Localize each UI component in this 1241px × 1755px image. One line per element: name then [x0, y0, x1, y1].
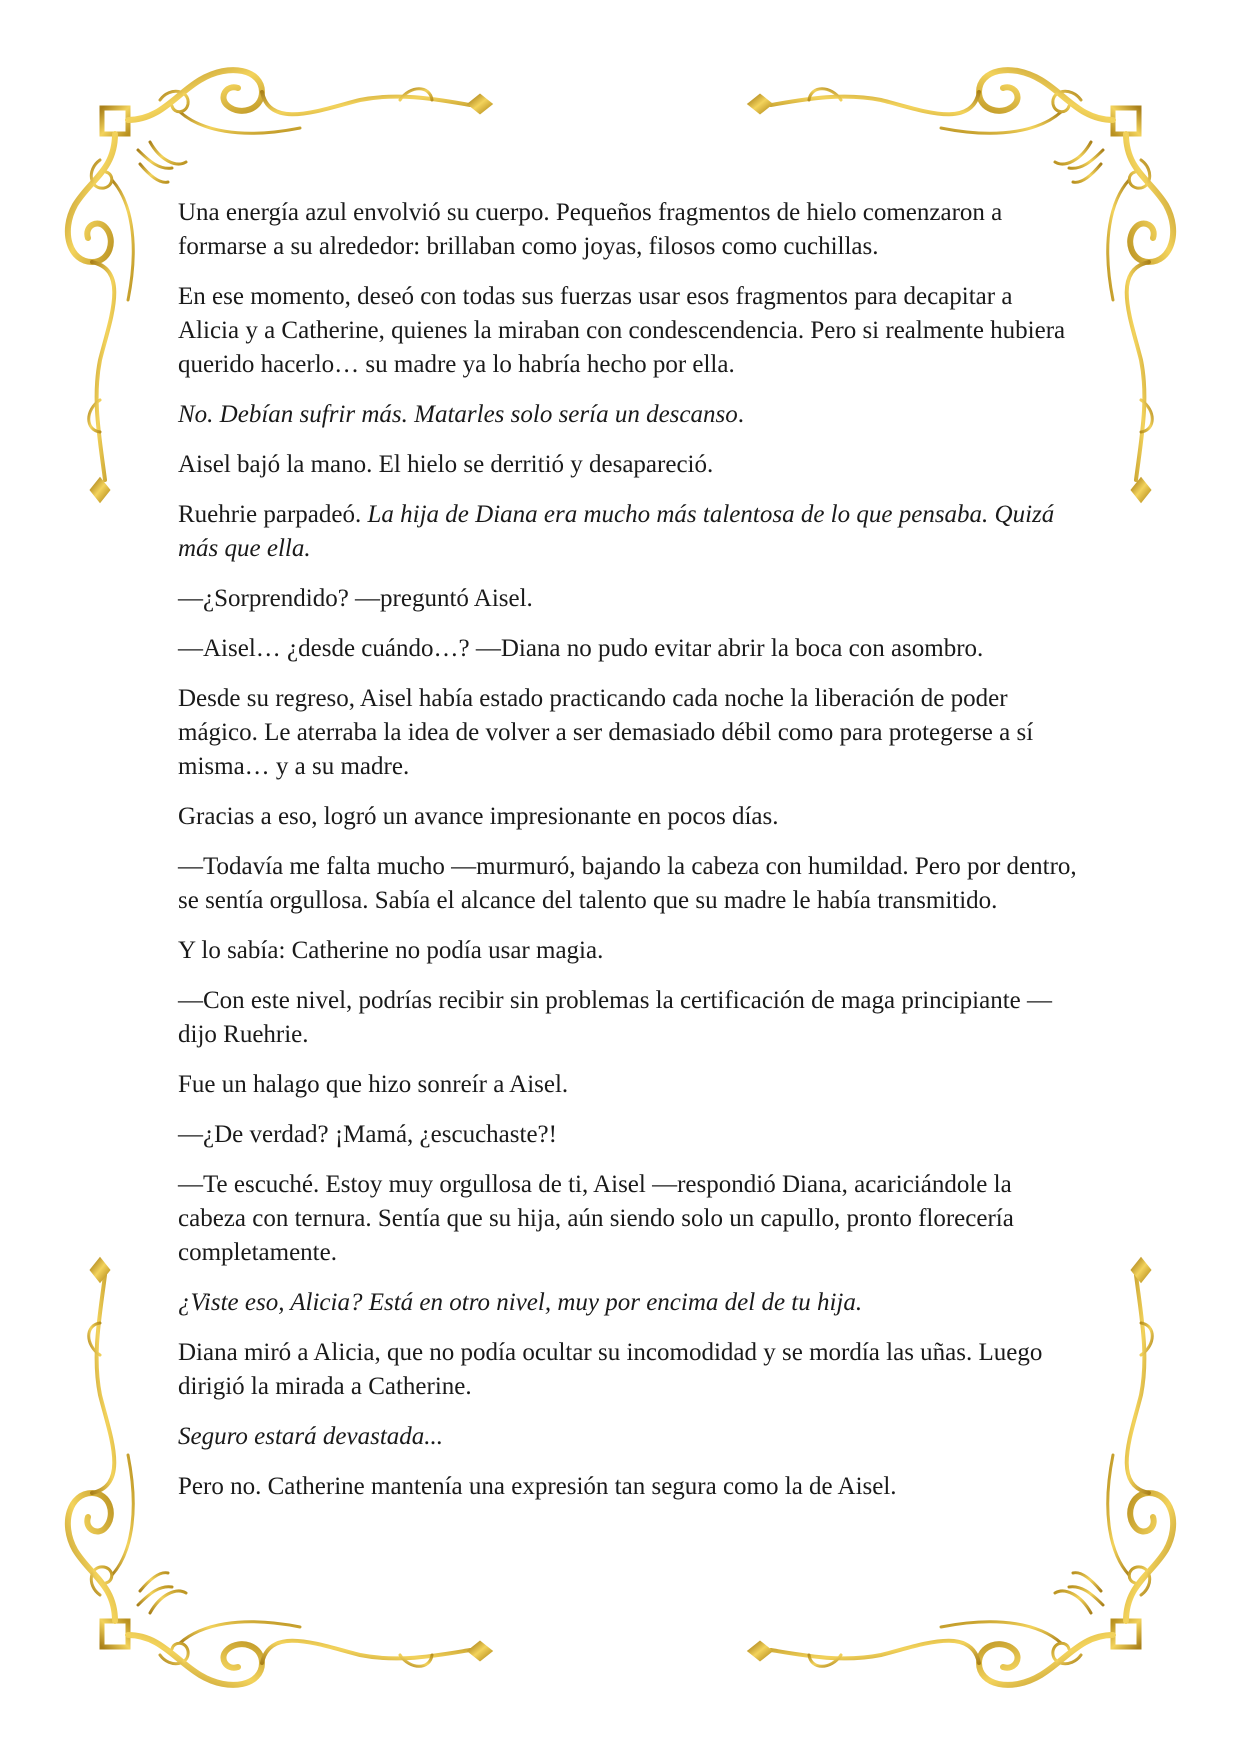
paragraph: [178, 1118, 1078, 1152]
italic-text: No. Debían sufrir más. Matarles solo sería un descanso: [178, 401, 738, 428]
text-run: Una energía azul envolvió su cuerpo. Pequeños fragmentos de hielo comenzaron a formarse a su alrededor: brillaban como joyas, filosos como cuchillas.: [178, 199, 1003, 260]
italic-text: La hija de Diana era mucho más talentosa de lo que pensaba. Quizá más que ella.: [178, 501, 1055, 562]
paragraph: [178, 1286, 1078, 1320]
paragraph: [178, 398, 1078, 432]
paragraph: [178, 984, 1078, 1052]
text-run: —Con este nivel, podrías recibir sin problemas la certificación de maga principiante —dijo Ruehrie.: [178, 987, 1053, 1048]
paragraph: [178, 280, 1078, 382]
italic-text: Seguro estará devastada...: [178, 1423, 444, 1450]
italic-text: ¿Viste eso, Alicia? Está en otro nivel, muy por encima del de tu hija.: [178, 1289, 863, 1316]
text-run: Gracias a eso, logró un avance impresionante en pocos días.: [178, 803, 779, 830]
paragraph: [178, 1470, 1078, 1504]
text-run: —¿De verdad? ¡Mamá, ¿escuchaste?!: [178, 1121, 557, 1148]
paragraph: [178, 498, 1078, 566]
paragraph: [178, 1168, 1078, 1270]
text-run: Desde su regreso, Aisel había estado practicando cada noche la liberación de poder mágico. Le aterraba la idea de volver a ser demasiado débil como para protegerse a sí misma… y a su madre.: [178, 685, 1034, 780]
text-run: Y lo sabía: Catherine no podía usar magia.: [178, 937, 604, 964]
paragraph: [178, 632, 1078, 666]
paragraph: [178, 800, 1078, 834]
paragraph: [178, 1336, 1078, 1404]
paragraph: [178, 1068, 1078, 1102]
paragraph: [178, 850, 1078, 918]
text-run: Aisel bajó la mano. El hielo se derritió y desapareció.: [178, 451, 714, 478]
paragraph: [178, 934, 1078, 968]
text-run: —Aisel… ¿desde cuándo…? —Diana no pudo evitar abrir la boca con asombro.: [178, 635, 984, 662]
text-run: —Te escuché. Estoy muy orgullosa de ti, Aisel —respondió Diana, acariciándole la cabeza con ternura. Sentía que su hija, aún siendo solo un capullo, pronto florecería completamente.: [178, 1171, 1014, 1266]
text-run: En ese momento, deseó con todas sus fuerzas usar esos fragmentos para decapitar a Alicia y a Catherine, quienes la miraban con condescendencia. Pero si realmente hubiera querido hacerlo… su madre ya lo habría hecho por ella.: [178, 283, 1066, 378]
paragraph: [178, 196, 1078, 264]
paragraph: [178, 448, 1078, 482]
text-run: Fue un halago que hizo sonreír a Aisel.: [178, 1071, 569, 1098]
text-run: Ruehrie parpadeó.: [178, 501, 368, 528]
paragraph: [178, 582, 1078, 616]
text-run: Pero no. Catherine mantenía una expresión tan segura como la de Aisel.: [178, 1473, 897, 1500]
text-run: Diana miró a Alicia, que no podía ocultar su incomodidad y se mordía las uñas. Luego dirigió la mirada a Catherine.: [178, 1339, 1043, 1400]
text-run: —Todavía me falta mucho —murmuró, bajando la cabeza con humildad. Pero por dentro, se sentía orgullosa. Sabía el alcance del talento que su madre le había transmitido.: [178, 853, 1077, 914]
chapter-text: [178, 196, 1078, 1520]
paragraph: [178, 682, 1078, 784]
text-run: .: [737, 401, 744, 428]
paragraph: [178, 1420, 1078, 1454]
text-run: —¿Sorprendido? —preguntó Aisel.: [178, 585, 533, 612]
